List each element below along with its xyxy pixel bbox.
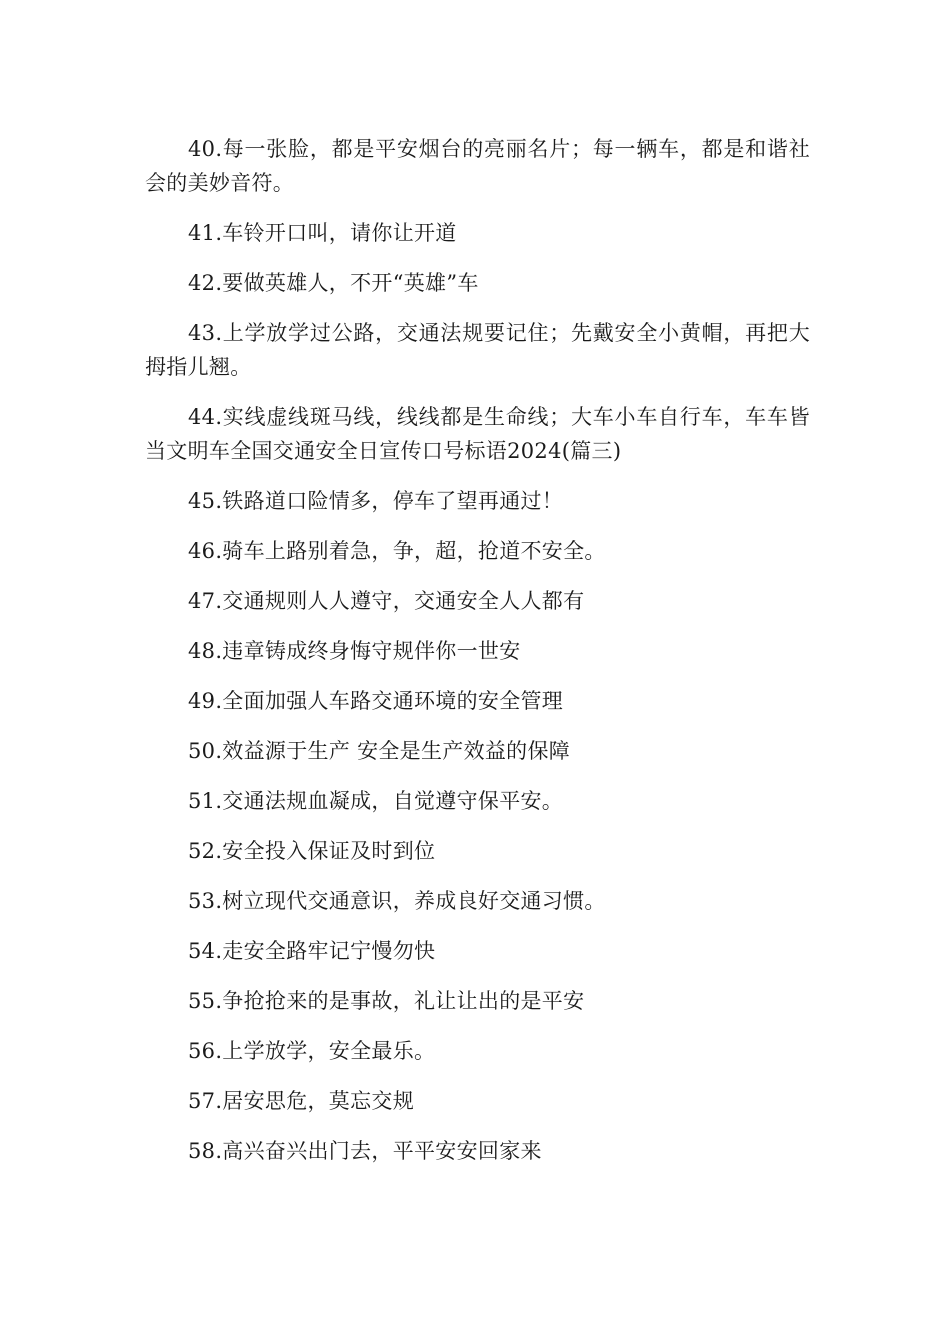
slogan-paragraph: 56.上学放学，安全最乐。 [188,1039,436,1063]
slogan-paragraph: 49.全面加强人车路交通环境的安全管理 [188,689,564,713]
slogan-paragraph: 47.交通规则人人遵守，交通安全人人都有 [188,589,585,613]
slogan-paragraph: 46.骑车上路别着急，争，超，抢道不安全。 [188,539,606,563]
slogan-paragraph: 41.车铃开口叫，请你让开道 [188,221,457,245]
slogan-paragraph: 52.安全投入保证及时到位 [188,839,436,863]
slogan-paragraph: 58.高兴奋兴出门去，平平安安回家来 [188,1139,542,1163]
slogan-paragraph: 40.每一张脸，都是平安烟台的亮丽名片；每一辆车，都是和谐社会的美妙音符。 [145,137,810,195]
slogan-paragraph: 43.上学放学过公路，交通法规要记住；先戴安全小黄帽，再把大拇指儿翘。 [145,321,810,379]
slogan-paragraph: 42.要做英雄人，不开“英雄”车 [188,271,479,295]
slogan-paragraph: 53.树立现代交通意识，养成良好交通习惯。 [188,889,606,913]
slogan-paragraph: 55.争抢抢来的是事故，礼让让出的是平安 [188,989,585,1013]
slogan-paragraph: 45.铁路道口险情多，停车了望再通过！ [188,489,564,513]
slogan-paragraph: 54.走安全路牢记宁慢勿快 [188,939,436,963]
slogan-paragraph: 57.居安思危，莫忘交规 [188,1089,414,1113]
slogan-paragraph: 50.效益源于生产 安全是生产效益的保障 [188,739,571,763]
slogan-paragraph: 48.违章铸成终身悔守规伴你一世安 [188,639,521,663]
slogan-paragraph: 51.交通法规血凝成，自觉遵守保平安。 [188,789,564,813]
document-body [145,132,810,1184]
slogan-paragraph: 44.实线虚线斑马线，线线都是生命线；大车小车自行车，车车皆当文明车全国交通安全日宣传口号标语2024(篇三) [145,405,810,463]
